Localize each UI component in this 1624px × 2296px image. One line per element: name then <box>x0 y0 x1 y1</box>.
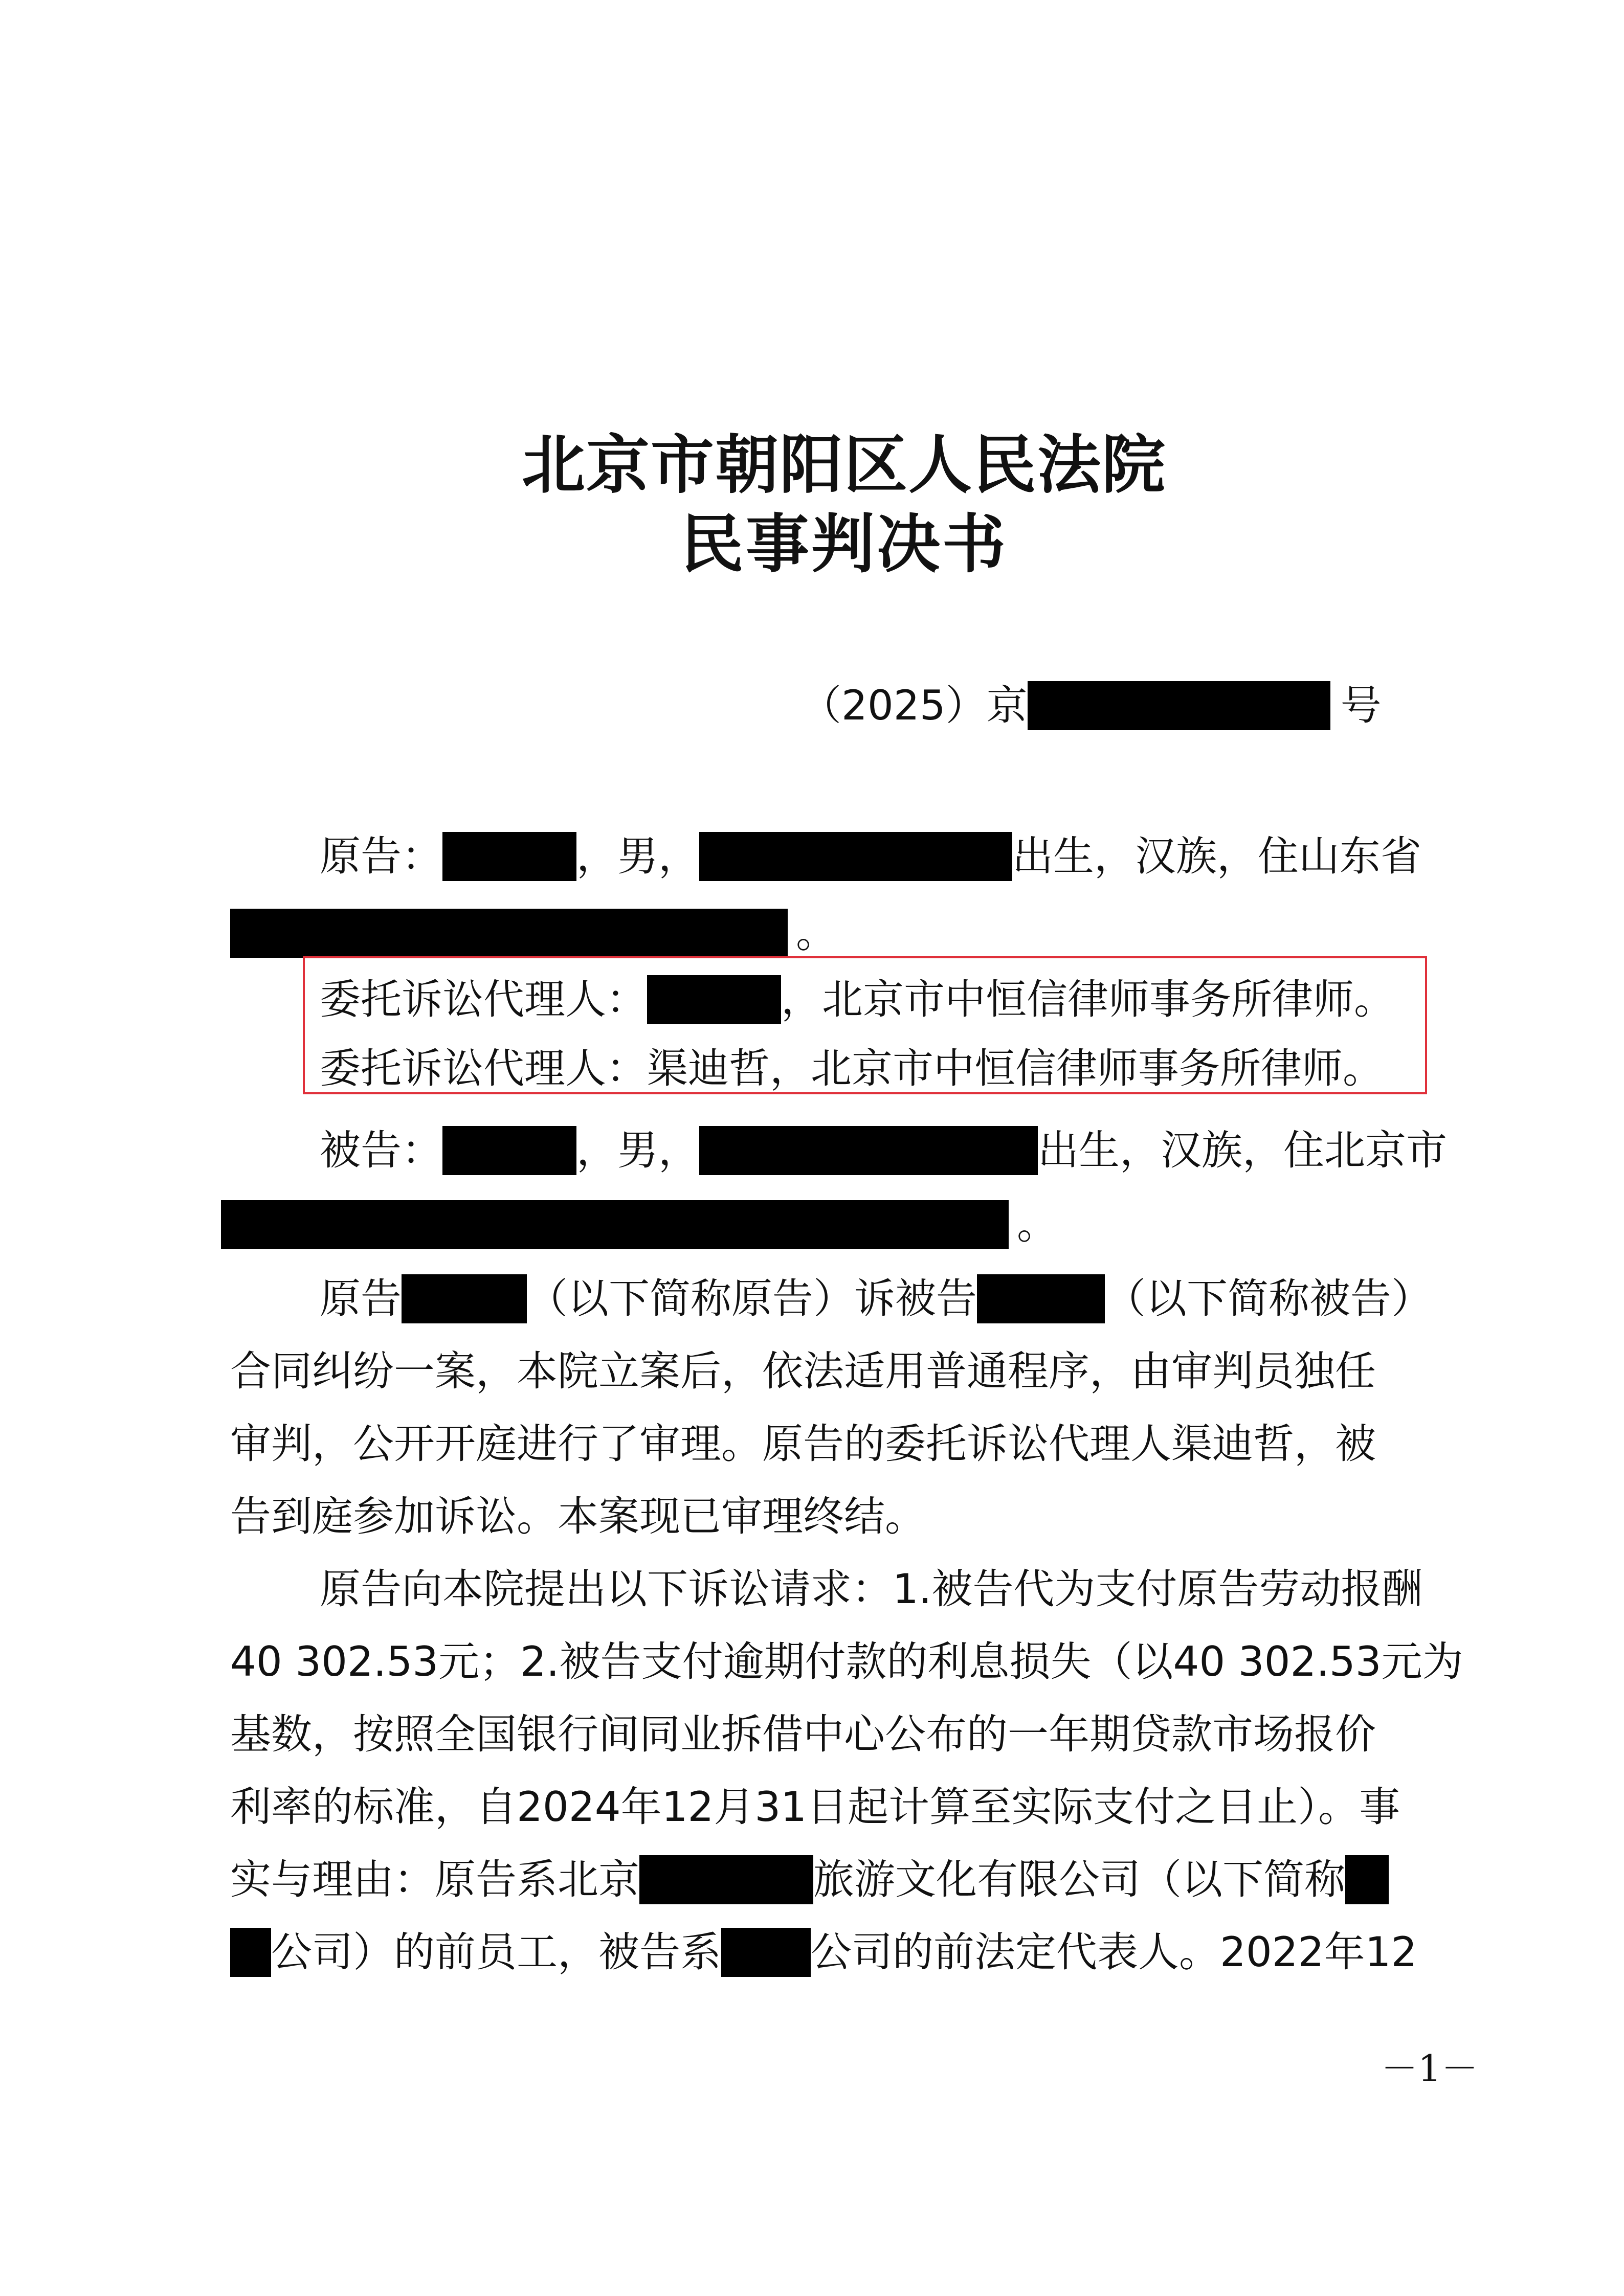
p2-text-d: 公司的前法定代表人。2022年12 <box>811 1928 1417 1976</box>
defendant-sex: ，男， <box>576 1127 699 1174</box>
paragraph-2-line-4: 利率的标准，自2024年12月31日起计算至实际支付之日止）。事 <box>230 1783 1400 1831</box>
redaction-block <box>230 1928 271 1977</box>
redaction-block <box>977 1274 1105 1323</box>
p1-text-a: 原告 <box>320 1275 402 1322</box>
plaintiff-sex: ，男， <box>576 832 699 880</box>
redaction-block <box>699 1126 1038 1175</box>
redaction-block <box>442 832 576 881</box>
redaction-block <box>699 832 1012 881</box>
defendant-label: 被告： <box>320 1127 442 1174</box>
defendant-address-end: 。 <box>1017 1201 1058 1248</box>
redaction-block <box>647 975 781 1024</box>
agent1-label: 委托诉讼代理人： <box>320 976 647 1023</box>
case-number <box>800 675 1382 736</box>
paragraph-2-line-1: 原告向本院提出以下诉讼请求：1.被告代为支付原告劳动报酬 <box>320 1565 1423 1613</box>
redaction-block <box>442 1126 576 1175</box>
paragraph-2-line-2: 40 302.53元；2.被告支付逾期付款的利息损失（以40 302.53元为 <box>230 1638 1463 1685</box>
redaction-block <box>230 909 788 958</box>
defendant-address-line <box>221 1194 1058 1255</box>
court-name: 北京市朝阳区人民法院 <box>521 428 1166 502</box>
redaction-block <box>1345 1855 1389 1904</box>
case-number-prefix: （2025）京 <box>800 682 1028 729</box>
defendant-line <box>320 1120 1447 1181</box>
paragraph-1-line-1 <box>320 1268 1432 1330</box>
agent2-line: 委托诉讼代理人：渠迪哲，北京市中恒信律师事务所律师。 <box>320 1045 1384 1092</box>
p2-text-a: 实与理由：原告系北京 <box>230 1856 639 1903</box>
case-number-suffix: 号 <box>1340 682 1382 729</box>
paragraph-1-line-4: 告到庭参加诉讼。本案现已审理终结。 <box>230 1493 926 1540</box>
p2-text-c: 公司）的前员工，被告系 <box>271 1928 721 1976</box>
plaintiff-address-line <box>230 903 837 964</box>
document-type-title: 民事判决书 <box>680 507 1008 581</box>
plaintiff-address-end: 。 <box>796 909 837 957</box>
redaction-block <box>639 1855 813 1904</box>
paragraph-2-line-5 <box>230 1849 1389 1910</box>
p2-text-b: 旅游文化有限公司（以下简称 <box>813 1856 1345 1903</box>
plaintiff-birth: 出生，汉族，住山东省 <box>1012 832 1421 880</box>
plaintiff-label: 原告： <box>320 832 442 880</box>
redaction-block <box>221 1200 1009 1249</box>
agent1-firm: ，北京市中恒信律师事务所律师。 <box>781 976 1395 1023</box>
paragraph-2-line-6 <box>230 1922 1417 1983</box>
paragraph-1-line-2: 合同纠纷一案，本院立案后，依法适用普通程序，由审判员独任 <box>230 1347 1376 1395</box>
defendant-birth: 出生，汉族，住北京市 <box>1038 1127 1447 1174</box>
redaction-block <box>1028 681 1330 730</box>
redaction-block <box>402 1274 527 1323</box>
paragraph-2-line-3: 基数，按照全国银行间同业拆借中心公布的一年期贷款市场报价 <box>230 1710 1376 1758</box>
p1-text-c: （以下简称被告） <box>1105 1275 1432 1322</box>
agent1-line <box>320 969 1395 1030</box>
p1-text-b: （以下简称原告）诉被告 <box>527 1275 977 1322</box>
redaction-block <box>721 1928 811 1977</box>
paragraph-1-line-3: 审判，公开开庭进行了审理。原告的委托诉讼代理人渠迪哲，被 <box>230 1420 1376 1468</box>
plaintiff-line <box>320 826 1421 887</box>
page-number: －1－ <box>1381 2047 1478 2090</box>
